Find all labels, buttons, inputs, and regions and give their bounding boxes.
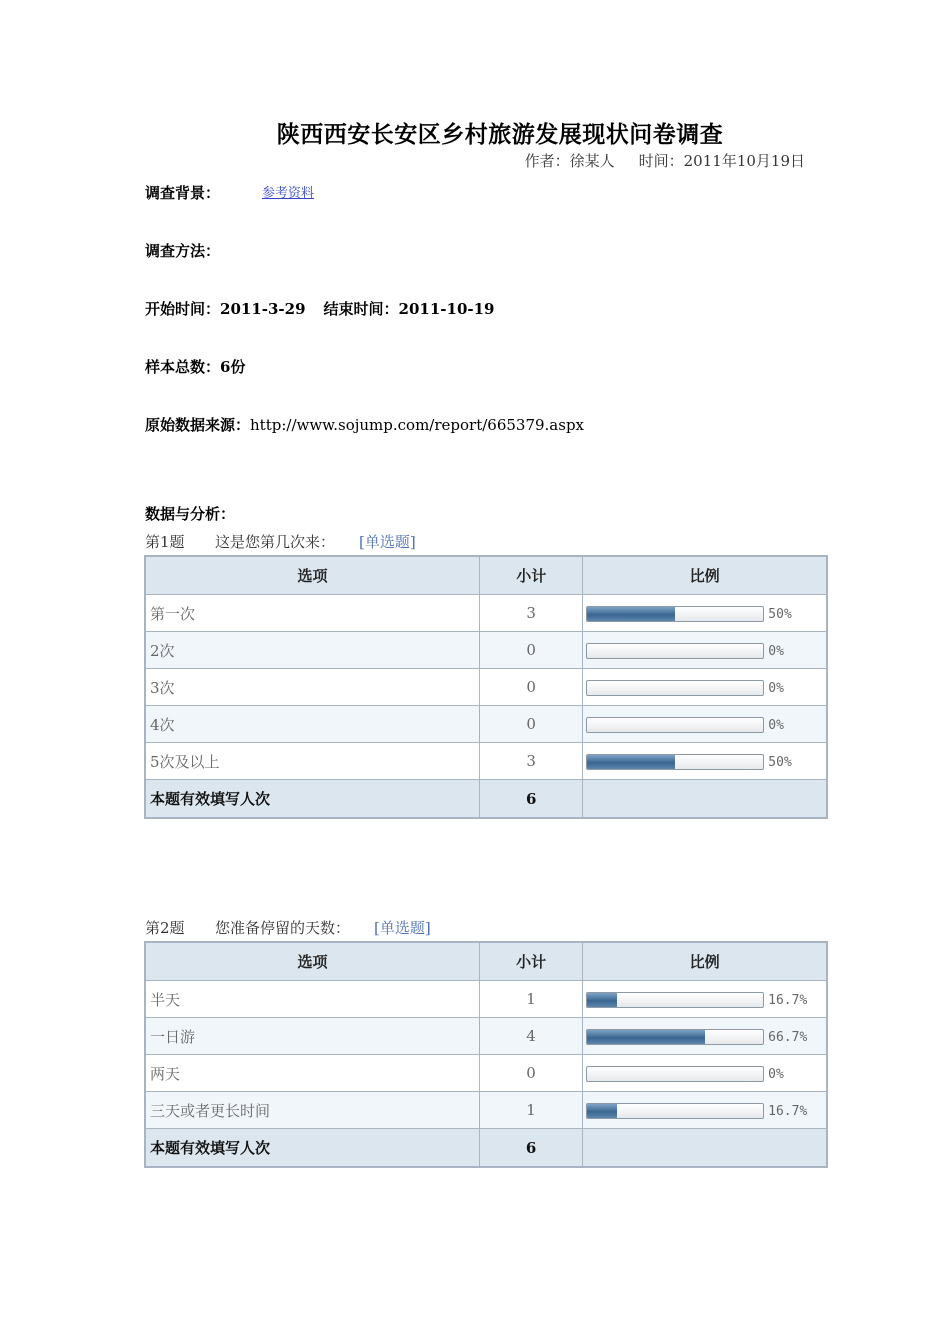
ratio-cell	[583, 981, 827, 1018]
sample-value: 6份	[220, 358, 246, 376]
ratio-bar-fill	[587, 1030, 704, 1044]
total-row	[145, 1129, 827, 1168]
ratio-value: 16.7%	[768, 1103, 808, 1119]
ratio-value: 0%	[768, 717, 784, 733]
question-text: 您准备停留的天数：	[215, 919, 351, 937]
data-source	[145, 414, 584, 435]
start-value: 2011-3-29	[220, 300, 306, 318]
ratio-bar	[586, 606, 764, 622]
ratio-bar	[586, 1029, 764, 1045]
ratio-bar-fill	[587, 993, 616, 1007]
byline	[525, 150, 805, 171]
question-1-header	[145, 531, 416, 552]
table-row	[145, 669, 827, 706]
ratio-cell	[583, 706, 827, 743]
end-label: 结束时间：	[323, 300, 399, 318]
ratio-value: 50%	[768, 754, 792, 770]
ratio-cell	[583, 669, 827, 706]
ratio-value: 0%	[768, 1066, 784, 1082]
total-label: 本题有效填写人次	[145, 780, 480, 819]
total-count: 6	[480, 1129, 583, 1168]
count-cell: 3	[480, 743, 583, 780]
ratio-cell	[583, 1055, 827, 1092]
ratio-value: 0%	[768, 680, 784, 696]
table-header-row	[145, 942, 827, 981]
count-cell: 0	[480, 669, 583, 706]
end-value: 2011-10-19	[398, 300, 495, 318]
question-type: [单选题]	[359, 533, 416, 551]
background-label: 调查背景：	[145, 184, 221, 202]
sample-total	[145, 356, 245, 377]
option-cell: 三天或者更长时间	[145, 1092, 480, 1129]
total-label: 本题有效填写人次	[145, 1129, 480, 1168]
option-cell: 第一次	[145, 595, 480, 632]
count-cell: 4	[480, 1018, 583, 1055]
date: 时间：2011年10月19日	[638, 152, 805, 170]
ratio-value: 66.7%	[768, 1029, 808, 1045]
total-empty-cell	[583, 780, 827, 819]
header-ratio: 比例	[583, 942, 827, 981]
question-2-header	[145, 917, 431, 938]
ratio-bar-fill	[587, 607, 675, 621]
document-title: 陕西西安长安区乡村旅游发展现状问卷调查	[276, 121, 724, 148]
ratio-cell	[583, 595, 827, 632]
count-cell: 1	[480, 1092, 583, 1129]
option-cell: 4次	[145, 706, 480, 743]
table-row	[145, 1018, 827, 1055]
ratio-bar	[586, 1066, 764, 1082]
option-cell: 一日游	[145, 1018, 480, 1055]
total-empty-cell	[583, 1129, 827, 1168]
question-number: 第2题	[145, 919, 185, 937]
option-cell: 半天	[145, 981, 480, 1018]
question-type: [单选题]	[374, 919, 431, 937]
header-count: 小计	[480, 942, 583, 981]
start-label: 开始时间：	[145, 300, 221, 318]
count-cell: 0	[480, 1055, 583, 1092]
option-cell: 2次	[145, 632, 480, 669]
count-cell: 1	[480, 981, 583, 1018]
count-cell: 0	[480, 706, 583, 743]
header-option: 选项	[145, 942, 480, 981]
table-row	[145, 743, 827, 780]
table-row	[145, 595, 827, 632]
table-row	[145, 1055, 827, 1092]
question-1-table	[144, 555, 828, 819]
reference-link[interactable]: 参考资料	[262, 186, 315, 201]
ratio-bar	[586, 992, 764, 1008]
analysis-label: 数据与分析：	[145, 505, 236, 523]
ratio-bar	[586, 754, 764, 770]
total-row	[145, 780, 827, 819]
method-label: 调查方法：	[145, 242, 221, 260]
ratio-bar	[586, 643, 764, 659]
count-cell: 3	[480, 595, 583, 632]
ratio-bar-fill	[587, 1104, 616, 1118]
ratio-cell	[583, 632, 827, 669]
ratio-value: 16.7%	[768, 992, 808, 1008]
table-header-row	[145, 556, 827, 595]
ratio-bar	[586, 680, 764, 696]
ratio-bar	[586, 1103, 764, 1119]
option-cell: 3次	[145, 669, 480, 706]
header-option: 选项	[145, 556, 480, 595]
ratio-bar-fill	[587, 755, 675, 769]
count-cell: 0	[480, 632, 583, 669]
author: 作者：徐某人	[524, 152, 615, 170]
question-number: 第1题	[145, 533, 185, 551]
time-range	[145, 298, 495, 319]
table-row	[145, 706, 827, 743]
ratio-cell	[583, 1018, 827, 1055]
ratio-value: 50%	[768, 606, 792, 622]
question-text: 这是您第几次来：	[215, 533, 336, 551]
header-ratio: 比例	[583, 556, 827, 595]
sample-label: 样本总数：	[145, 358, 221, 376]
option-cell: 两天	[145, 1055, 480, 1092]
table-row	[145, 1092, 827, 1129]
question-2-table	[144, 941, 828, 1168]
table-row	[145, 981, 827, 1018]
ratio-cell	[583, 743, 827, 780]
total-count: 6	[480, 780, 583, 819]
ratio-cell	[583, 1092, 827, 1129]
option-cell: 5次及以上	[145, 743, 480, 780]
table-row	[145, 632, 827, 669]
ratio-bar	[586, 717, 764, 733]
source-label: 原始数据来源：	[145, 416, 251, 434]
header-count: 小计	[480, 556, 583, 595]
source-value: http://www.sojump.com/report/665379.aspx	[250, 416, 585, 434]
ratio-value: 0%	[768, 643, 784, 659]
